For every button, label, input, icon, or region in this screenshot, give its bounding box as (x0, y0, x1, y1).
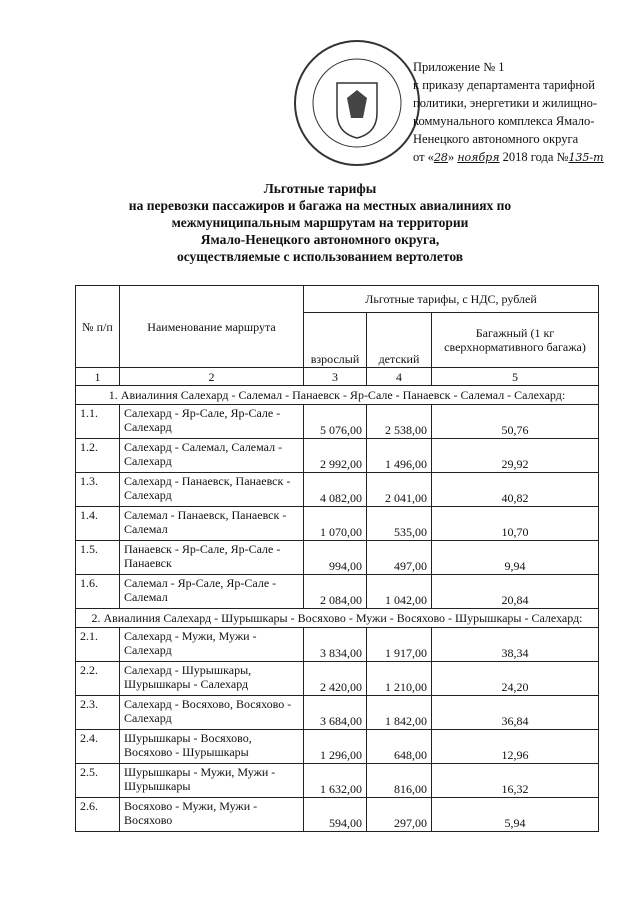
row-number: 1.1. (76, 405, 120, 439)
section-row (76, 609, 599, 628)
adult-tariff: 594,00 (304, 798, 367, 832)
appendix-line: к приказу департамента тарифной (413, 78, 595, 92)
child-tariff: 1 042,00 (367, 575, 432, 609)
adult-tariff: 1 296,00 (304, 730, 367, 764)
adult-tariff: 994,00 (304, 541, 367, 575)
route-name: Восяхово - Мужи, Мужи - Восяхово (120, 798, 304, 832)
route-name: Шурышкары - Восяхово, Восяхово - Шурышкары (120, 730, 304, 764)
table-row (76, 662, 599, 696)
child-tariff: 535,00 (367, 507, 432, 541)
baggage-tariff: 20,84 (432, 575, 599, 609)
appendix-line: Приложение № 1 (413, 60, 505, 74)
child-tariff: 1 842,00 (367, 696, 432, 730)
baggage-tariff: 38,34 (432, 628, 599, 662)
header-child: детский (367, 313, 432, 368)
baggage-tariff: 24,20 (432, 662, 599, 696)
table-row (76, 730, 599, 764)
order-date-line (413, 148, 633, 167)
col-number: 5 (432, 368, 599, 386)
row-number: 1.6. (76, 575, 120, 609)
order-number: 135-т (568, 151, 604, 164)
route-name: Панаевск - Яр-Сале, Яр-Сале - Панаевск (120, 541, 304, 575)
adult-tariff: 1 070,00 (304, 507, 367, 541)
table-row (76, 696, 599, 730)
row-number: 2.2. (76, 662, 120, 696)
row-number: 2.4. (76, 730, 120, 764)
title-line: Льготные тарифы (263, 181, 377, 196)
child-tariff: 1 496,00 (367, 439, 432, 473)
table-row (76, 541, 599, 575)
baggage-tariff: 50,76 (432, 405, 599, 439)
route-name: Шурышкары - Мужи, Мужи - Шурышкары (120, 764, 304, 798)
order-month: ноября (457, 151, 500, 164)
appendix-note (413, 58, 633, 167)
baggage-tariff: 5,94 (432, 798, 599, 832)
baggage-tariff: 16,32 (432, 764, 599, 798)
route-name: Салехард - Мужи, Мужи - Салехард (120, 628, 304, 662)
route-name: Салехард - Восяхово, Восяхово - Салехард (120, 696, 304, 730)
table-row (76, 439, 599, 473)
route-name: Салемал - Яр-Сале, Яр-Сале - Салемал (120, 575, 304, 609)
col-number: 2 (120, 368, 304, 386)
row-number: 1.4. (76, 507, 120, 541)
baggage-tariff: 12,96 (432, 730, 599, 764)
row-number: 1.5. (76, 541, 120, 575)
child-tariff: 816,00 (367, 764, 432, 798)
row-number: 2.3. (76, 696, 120, 730)
row-number: 2.5. (76, 764, 120, 798)
route-name: Салехард - Шурышкары, Шурышкары - Салехард (120, 662, 304, 696)
child-tariff: 297,00 (367, 798, 432, 832)
header-baggage: Багажный (1 кг сверхнормативного багажа) (432, 313, 599, 368)
order-year: 2018 года № (499, 150, 569, 164)
child-tariff: 2 041,00 (367, 473, 432, 507)
table-row (76, 507, 599, 541)
route-name: Салехард - Салемал, Салемал - Салехард (120, 439, 304, 473)
col-number: 3 (304, 368, 367, 386)
header-num: № п/п (76, 286, 120, 368)
table-row (76, 405, 599, 439)
section-row (76, 386, 599, 405)
baggage-tariff: 36,84 (432, 696, 599, 730)
child-tariff: 1 917,00 (367, 628, 432, 662)
table-row (76, 575, 599, 609)
header-tariffs: Льготные тарифы, с НДС, рублей (304, 286, 599, 313)
route-name: Салехард - Яр-Сале, Яр-Сале - Салехард (120, 405, 304, 439)
table-row (76, 628, 599, 662)
table-row (76, 473, 599, 507)
child-tariff: 2 538,00 (367, 405, 432, 439)
section-title: 1. Авиалиния Салехард - Салемал - Панаевск - Яр-Сале - Панаевск - Салемал - Салехард: (76, 386, 599, 405)
table-row (76, 798, 599, 832)
adult-tariff: 4 082,00 (304, 473, 367, 507)
appendix-line: коммунального комплекса Ямало- (413, 114, 595, 128)
document-title (60, 180, 580, 265)
col-number: 1 (76, 368, 120, 386)
baggage-tariff: 40,82 (432, 473, 599, 507)
official-seal (292, 38, 422, 168)
date-sep: » (447, 150, 458, 164)
header-adult: взрослый (304, 313, 367, 368)
adult-tariff: 2 992,00 (304, 439, 367, 473)
adult-tariff: 1 632,00 (304, 764, 367, 798)
tariff-table (75, 285, 599, 832)
adult-tariff: 3 834,00 (304, 628, 367, 662)
baggage-tariff: 29,92 (432, 439, 599, 473)
row-number: 1.3. (76, 473, 120, 507)
adult-tariff: 5 076,00 (304, 405, 367, 439)
col-number: 4 (367, 368, 432, 386)
adult-tariff: 3 684,00 (304, 696, 367, 730)
order-day: 28 (433, 151, 448, 164)
header-route: Наименование маршрута (120, 286, 304, 368)
route-name: Салемал - Панаевск, Панаевск - Салемал (120, 507, 304, 541)
baggage-tariff: 9,94 (432, 541, 599, 575)
child-tariff: 648,00 (367, 730, 432, 764)
row-number: 2.1. (76, 628, 120, 662)
title-line: Ямало-Ненецкого автономного округа, (200, 232, 440, 247)
table-row (76, 764, 599, 798)
child-tariff: 497,00 (367, 541, 432, 575)
baggage-tariff: 10,70 (432, 507, 599, 541)
appendix-line: политики, энергетики и жилищно- (413, 96, 598, 110)
appendix-line: Ненецкого автономного округа (413, 132, 579, 146)
row-number: 2.6. (76, 798, 120, 832)
date-prefix: от « (413, 150, 434, 164)
child-tariff: 1 210,00 (367, 662, 432, 696)
route-name: Салехард - Панаевск, Панаевск - Салехард (120, 473, 304, 507)
adult-tariff: 2 084,00 (304, 575, 367, 609)
title-line: на перевозки пассажиров и багажа на местных авиалиниях по (128, 198, 512, 213)
adult-tariff: 2 420,00 (304, 662, 367, 696)
row-number: 1.2. (76, 439, 120, 473)
title-line: межмуниципальным маршрутам на территории (171, 215, 469, 230)
title-line: осуществляемые с использованием вертолетов (176, 249, 464, 264)
section-title: 2. Авиалиния Салехард - Шурышкары - Восяхово - Мужи - Восяхово - Шурышкары - Салехард: (76, 609, 599, 628)
